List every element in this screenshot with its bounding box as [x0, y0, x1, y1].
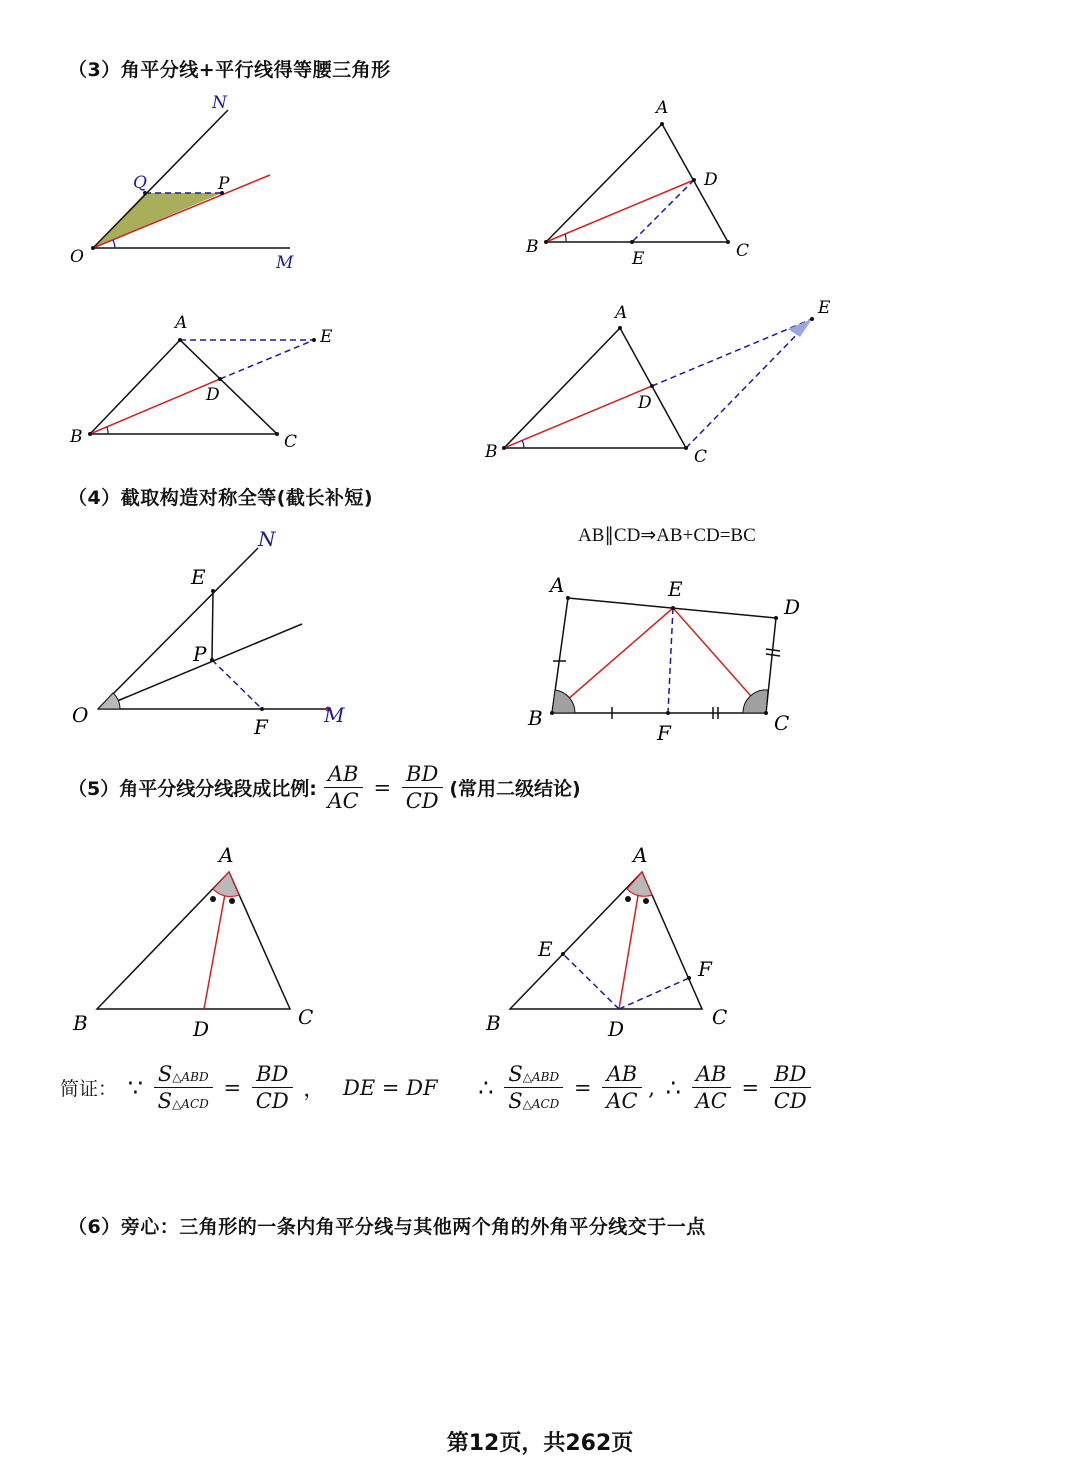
svg-text:M: M	[324, 703, 345, 727]
svg-text:E: E	[818, 298, 831, 318]
svg-text:A: A	[175, 313, 188, 333]
label-E: E	[632, 249, 645, 269]
svg-text:B: B	[486, 1011, 501, 1035]
ratio-ab-ac: $\frac{AB}{AC}$	[324, 762, 363, 813]
label-C: C	[736, 241, 750, 261]
figure-triangle-de-parallel	[525, 98, 749, 269]
label-Q: Q	[133, 173, 147, 193]
svg-text:E: E	[191, 565, 206, 589]
svg-text:E: E	[538, 937, 553, 961]
figure-trapezoid	[527, 573, 800, 745]
svg-text:F: F	[657, 721, 671, 745]
section-3-heading: （3）角平分线+平行线得等腰三角形	[68, 59, 391, 81]
svg-text:D: D	[638, 393, 652, 413]
svg-text:C: C	[712, 1005, 728, 1029]
svg-text:C: C	[298, 1005, 314, 1029]
figure-triangle-ce-extension	[484, 298, 831, 467]
section-4-heading: （4）截取构造对称全等(截长补短)	[68, 487, 374, 509]
because-symbol: ∵	[127, 1073, 143, 1102]
svg-text:B: B	[73, 1011, 88, 1035]
svg-text:N: N	[258, 527, 276, 551]
ratio-ab-ac-proof: $\frac{AB}{AC}$	[602, 1062, 641, 1113]
figure-bisector-perpendiculars	[485, 843, 727, 1041]
svg-text:O: O	[72, 703, 89, 727]
label-N: N	[212, 93, 227, 113]
section-6-heading: （6）旁心：三角形的一条内角平分线与其他两个角的外角平分线交于一点	[68, 1216, 706, 1238]
ratio-ab-ac-final: $\frac{AB}{AC}$	[692, 1062, 731, 1113]
therefore-symbol-2: ∴	[665, 1073, 681, 1102]
proof-line: 简证： ∵ $\frac{\text{S△ABD}}{\text{S△ACD}}$ = $\frac{BD}{CD}$ ， DE = DF ∴ $\frac{\text{S△ABD}}{\text{S△ACD}}$ = $\frac{AB}{AC}$ , ∴ $\frac{AB}{AC}$ = $\frac{BD}{CD}$	[60, 1062, 811, 1113]
svg-text:D: D	[206, 385, 220, 405]
label-O: O	[70, 247, 84, 267]
svg-text:E: E	[668, 577, 683, 601]
label-D: D	[704, 170, 718, 190]
section-5-suffix: (常用二级结论)	[449, 778, 581, 800]
figure-angle-symmetric	[72, 527, 345, 739]
equals-sign: =	[373, 775, 392, 800]
bisector-op	[93, 175, 270, 248]
figure-bisector-ratio	[72, 843, 313, 1041]
area-ratio-1: $\frac{\text{S△ABD}}{\text{S△ACD}}$	[154, 1062, 213, 1113]
svg-text:C: C	[694, 447, 708, 467]
figure-angle-parallel	[70, 93, 294, 273]
ratio-bd-cd-final: $\frac{BD}{CD}$	[770, 1062, 811, 1113]
section-5-prefix: （5）角平分线分线段成比例:	[68, 778, 317, 800]
figure-triangle-ae-parallel	[69, 313, 333, 452]
label-P: P	[218, 174, 230, 194]
svg-text:A: A	[550, 573, 565, 597]
ratio-bd-cd-proof: $\frac{BD}{CD}$	[252, 1062, 293, 1113]
page-footer: 第12页，共262页	[446, 1431, 634, 1456]
svg-text:F: F	[698, 957, 712, 981]
svg-text:B: B	[528, 706, 543, 730]
therefore-symbol-1: ∴	[478, 1073, 494, 1102]
svg-text:F: F	[254, 715, 268, 739]
svg-text:C: C	[774, 711, 790, 735]
proof-label: 简证：	[60, 1078, 118, 1100]
parallel-caption: AB∥CD⇒AB+CD=BC	[578, 525, 756, 546]
label-B: B	[526, 237, 539, 257]
svg-text:A: A	[219, 843, 234, 867]
svg-text:B: B	[485, 442, 498, 462]
label-M: M	[276, 253, 294, 273]
svg-text:E: E	[320, 327, 333, 347]
svg-text:P: P	[193, 642, 207, 666]
area-ratio-2: $\frac{\text{S△ABD}}{\text{S△ACD}}$	[504, 1062, 563, 1113]
svg-text:B: B	[70, 427, 83, 447]
svg-text:A: A	[633, 843, 648, 867]
svg-text:D: D	[784, 595, 801, 619]
svg-text:C: C	[284, 432, 298, 452]
label-A: A	[656, 98, 669, 118]
ratio-bd-cd: $\frac{BD}{CD}$	[402, 762, 443, 813]
svg-text:A: A	[615, 303, 628, 323]
svg-text:D: D	[608, 1017, 625, 1041]
de-equals-df: DE = DF	[343, 1075, 438, 1100]
svg-text:D: D	[193, 1017, 210, 1041]
